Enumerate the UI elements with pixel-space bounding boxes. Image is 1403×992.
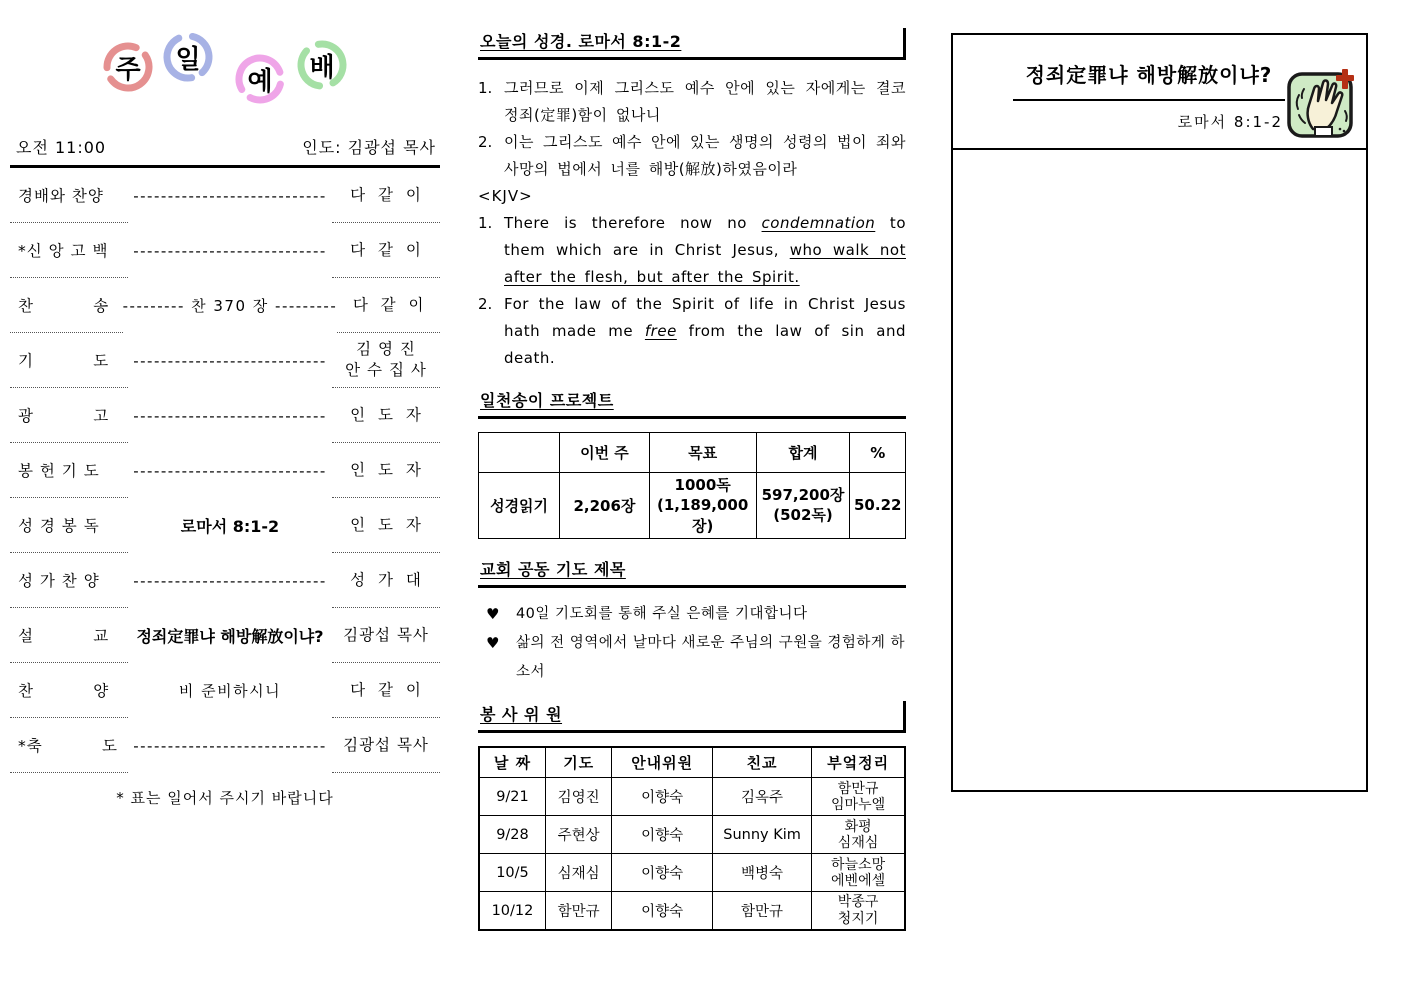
verse-kjv: 2. For the law of the Spirit of life in Christ Jesus hath made me free from the law of sin and death. bbox=[478, 295, 906, 367]
section-header-prayer: 교회 공동 기도 제목 bbox=[478, 556, 906, 588]
prayer-list bbox=[478, 600, 906, 687]
sermon-reference: 로마서 8:1-2 bbox=[1177, 113, 1283, 131]
worship-row bbox=[10, 223, 440, 278]
verse: 1. 그러므로 이제 그리스도 예수 안에 있는 자에게는 결코 정죄(定罪)함이 없나니 bbox=[478, 79, 906, 124]
middle-column bbox=[478, 28, 906, 931]
worship-item-person: 인 도 자 bbox=[350, 460, 422, 479]
worship-item-person: 다 같 이 bbox=[352, 295, 425, 314]
stand-footnote: * 표는 일어서 주시기 바랍니다 bbox=[116, 789, 334, 807]
title-char-ring bbox=[161, 30, 215, 84]
table-row: 성경읽기 2,206장 1000독 (1,189,000장) 597,200장 (502독) 50.22 bbox=[479, 473, 906, 539]
worship-row bbox=[10, 608, 440, 663]
worship-row bbox=[10, 443, 440, 498]
title-char: 배 bbox=[309, 52, 335, 83]
worship-row bbox=[10, 553, 440, 608]
sermon-title: 정죄定罪냐 해방解放이냐? bbox=[1013, 59, 1285, 101]
worship-item-detail: 비 준비하시니 bbox=[178, 682, 282, 700]
worship-item-label: 찬 송 bbox=[10, 278, 123, 333]
worship-item-label: 성 가 찬 양 bbox=[10, 553, 128, 608]
heart-icon: ♥ bbox=[486, 604, 500, 623]
worship-row bbox=[10, 278, 440, 333]
table-header-row: 날 짜 기도 안내위원 친교 부엌정리 bbox=[479, 747, 905, 778]
title-char-ring bbox=[233, 52, 287, 106]
worship-item-label: *축 도 bbox=[10, 718, 128, 773]
worship-row bbox=[10, 168, 440, 223]
worship-item-detail: 로마서 8:1-2 bbox=[180, 517, 280, 536]
table-header-row: 이번 주 목표 합계 % bbox=[479, 433, 906, 473]
worship-item-person: 다 같 이 bbox=[350, 680, 422, 699]
sermon-title-block bbox=[1013, 59, 1285, 132]
worship-item-person: 성 가 대 bbox=[350, 570, 422, 589]
verse: 2. 이는 그리스도 예수 안에 있는 생명의 성령의 법이 죄와 사망의 법에서 너를 해방(解放)하였음이라 bbox=[478, 133, 906, 178]
bible-reading-table bbox=[478, 432, 906, 539]
worship-item-detail: --------- 찬 370 장 --------- bbox=[122, 297, 338, 315]
worship-item-person: 안 수 집 사 bbox=[345, 361, 427, 379]
section-header-roster: 봉 사 위 원 bbox=[478, 701, 906, 733]
worship-item-person: 김광섭 목사 bbox=[343, 625, 429, 644]
worship-item-person: 김 영 진 bbox=[356, 340, 416, 359]
sermon-notes-panel bbox=[951, 33, 1368, 792]
worship-item-detail: ---------------------------- bbox=[133, 241, 327, 260]
section-header-project: 일천송이 프로젝트 bbox=[478, 387, 906, 419]
praying-hands-icon bbox=[1285, 65, 1361, 141]
worship-row bbox=[10, 663, 440, 718]
worship-item-detail: ---------------------------- bbox=[133, 186, 327, 205]
worship-item-label: 찬 양 bbox=[10, 663, 128, 718]
worship-item-person: 인 도 자 bbox=[350, 515, 422, 534]
prayer-item: ♥ 40일 기도회를 통해 주실 은혜를 기대합니다 bbox=[478, 600, 906, 629]
heart-icon: ♥ bbox=[486, 633, 500, 652]
worship-order-column bbox=[10, 30, 440, 808]
worship-item-detail: ---------------------------- bbox=[133, 461, 327, 480]
worship-item-label: 설 교 bbox=[10, 608, 128, 663]
worship-item-label: 경배와 찬양 bbox=[10, 168, 128, 223]
worship-item-label: 기 도 bbox=[10, 333, 128, 388]
title-char: 일 bbox=[175, 44, 201, 75]
title-char-ring bbox=[295, 38, 349, 92]
worship-item-person: 다 같 이 bbox=[350, 240, 422, 259]
prayer-item: ♥ 삶의 전 영역에서 날마다 새로운 주님의 구원을 경험하게 하소서 bbox=[478, 629, 906, 687]
worship-item-detail: ---------------------------- bbox=[133, 571, 327, 590]
title-char: 예 bbox=[247, 66, 273, 97]
worship-item-label: 성 경 봉 독 bbox=[10, 498, 128, 553]
worship-item-person: 다 같 이 bbox=[350, 185, 422, 204]
scripture-korean bbox=[478, 75, 906, 372]
worship-item-detail: ---------------------------- bbox=[133, 736, 327, 755]
service-time: 오전 11:00 bbox=[16, 138, 107, 157]
table-row: 9/28 주현상 이향숙 Sunny Kim 화평 심재심 bbox=[479, 816, 905, 854]
kjv-label: <KJV> bbox=[478, 187, 533, 205]
worship-row bbox=[10, 498, 440, 553]
verse-kjv: 1. There is therefore now no condemnation to them which are in Christ Jesus, who walk not after the flesh, but after the Spirit. bbox=[478, 214, 906, 286]
worship-item-person: 인 도 자 bbox=[350, 405, 422, 424]
sermon-title-inline: 정죄定罪냐 해방解放이냐? bbox=[136, 627, 324, 646]
volunteer-roster-table bbox=[478, 746, 906, 931]
worship-order-list bbox=[10, 168, 440, 773]
table-row: 10/12 함만규 이향숙 함만규 박종구 청지기 bbox=[479, 892, 905, 930]
table-row: 9/21 김영진 이향숙 김옥주 함만규 임마누엘 bbox=[479, 778, 905, 816]
service-time-row bbox=[10, 135, 440, 168]
section-header-scripture: 오늘의 성경. 로마서 8:1-2 bbox=[478, 28, 906, 60]
worship-row bbox=[10, 333, 440, 388]
sermon-notes-area bbox=[953, 150, 1366, 790]
worship-item-label: *신 앙 고 백 bbox=[10, 223, 128, 278]
table-row: 10/5 심재심 이향숙 백병숙 하늘소망 에벤에셀 bbox=[479, 854, 905, 892]
worship-item-detail: ---------------------------- bbox=[133, 406, 327, 425]
service-leader: 인도: 김광섭 목사 bbox=[302, 138, 436, 157]
title-char-ring bbox=[101, 40, 155, 94]
worship-row bbox=[10, 718, 440, 773]
bulletin-title bbox=[10, 30, 440, 135]
worship-item-label: 봉 헌 기 도 bbox=[10, 443, 128, 498]
worship-row bbox=[10, 388, 440, 443]
worship-item-detail: ---------------------------- bbox=[133, 351, 327, 370]
title-char: 주 bbox=[115, 54, 141, 85]
sermon-header bbox=[953, 35, 1366, 150]
worship-item-label: 광 고 bbox=[10, 388, 128, 443]
worship-item-person: 김광섭 목사 bbox=[343, 735, 429, 754]
